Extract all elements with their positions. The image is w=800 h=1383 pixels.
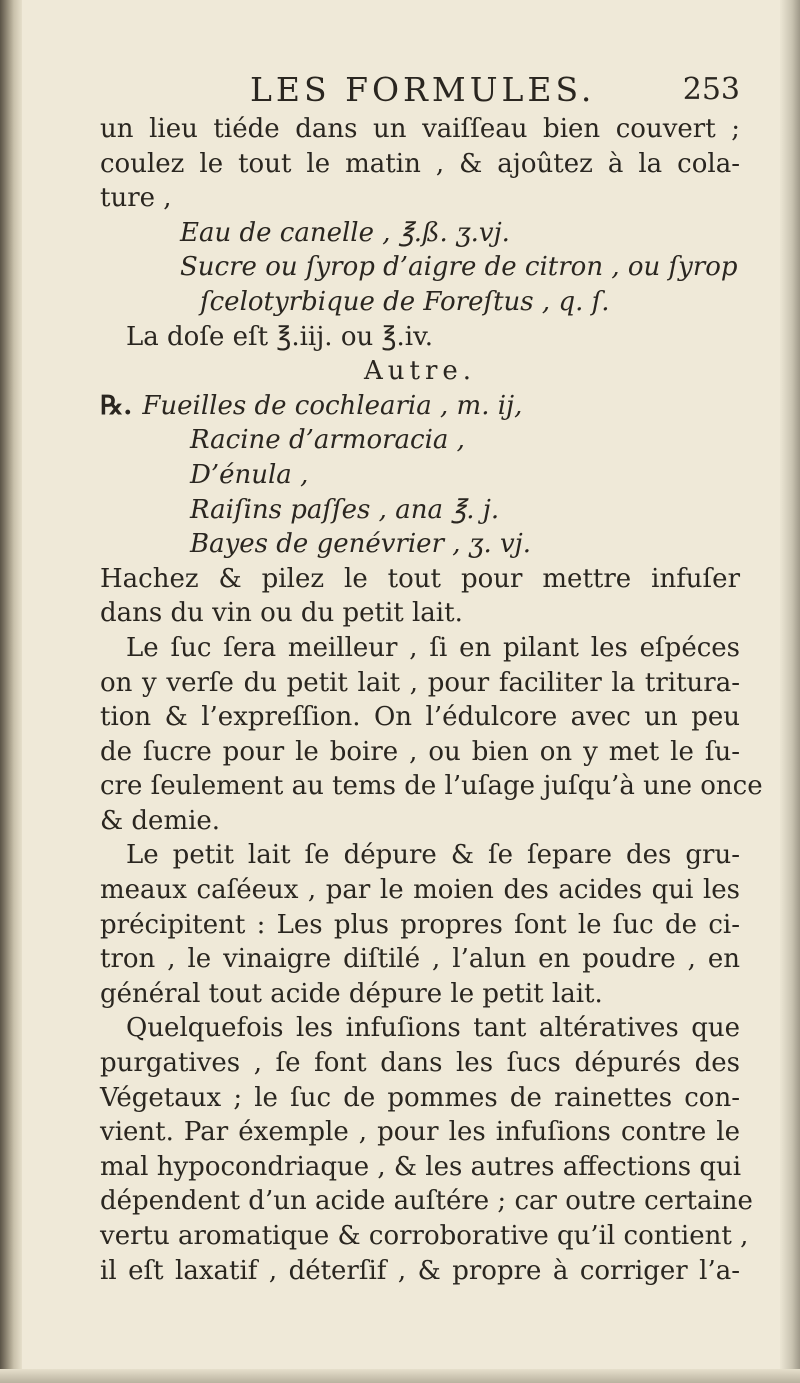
text-line: meaux caſéeux , par le moien des acides qui les [100, 875, 740, 906]
recipe-ingredient: ſcelotyrbique de Foreſtus , q. ſ. [200, 286, 610, 317]
text-line: général tout acide dépure le petit lait. [100, 978, 603, 1009]
text-line: dépendent d’un acide auſtére ; car outre certaine [100, 1186, 753, 1217]
text-line: mal hypocondriaque , & les autres affections qui [100, 1151, 742, 1182]
text-line: coulez le tout le matin , & ajoûtez à la cola- [100, 148, 740, 179]
text-line: Le ſuc ſera meilleur , ſi en pilant les eſpéces [126, 632, 740, 663]
text-line: de ſucre pour le boire , ou bien on y met le ſu- [100, 736, 740, 767]
dose-line: La doſe eſt ℥.iij. ou ℥.iv. [126, 321, 433, 352]
recipe-ingredient: D’énula , [190, 459, 309, 490]
recipe-ingredient: Sucre ou ſyrop d’aigre de citron , ou ſyrop [180, 252, 738, 283]
running-title: LES FORMULES. [250, 70, 596, 109]
page-binding-shadow [0, 0, 22, 1383]
text-line: Quelquefois les infuſions tant altératives que [126, 1013, 740, 1044]
text-line: tion & l’expreſſion. On l’édulcore avec un peu [100, 702, 740, 733]
text-line: purgatives , ſe font dans les ſucs dépurés des [100, 1048, 740, 1079]
page-edge-bottom [0, 1369, 800, 1383]
recipe-ingredient: Bayes de genévrier , ʒ. vj. [190, 529, 532, 560]
recipe-ingredient: Racine d’armoracia , [190, 425, 465, 456]
text-line: on y verſe du petit lait , pour faciliter la tritura- [100, 667, 740, 698]
text-line: un lieu tiéde dans un vaiſſeau bien couvert ; [100, 114, 740, 144]
text-line: Le petit lait ſe dépure & ſe ſepare des gru- [126, 840, 740, 871]
text-line: tron , le vinaigre diſtilé , l’alun en poudre , en [100, 944, 740, 975]
text-line: cre ſeulement au tems de l’uſage juſqu’à une once [100, 771, 763, 802]
text-line: dans du vin ou du petit lait. [100, 598, 463, 629]
recipe-ingredient [100, 389, 740, 424]
recipe-ingredient: Eau de canelle , ℥.ß. ʒ.vj. [180, 217, 510, 248]
page-number: 253 [682, 72, 740, 107]
section-heading: Autre. [363, 356, 477, 387]
text-line: & demie. [100, 805, 221, 836]
page-edge-right [780, 0, 800, 1383]
text-line: Hachez & pilez le tout pour mettre infuſer [100, 563, 740, 594]
text-line: vertu aromatique & corroborative qu’il contient , [100, 1221, 749, 1251]
recipe-ingredient: Raiſins paſſes , ana ℥. j. [190, 494, 500, 525]
text-line: Végetaux ; le ſuc de pommes de rainettes con- [100, 1082, 740, 1113]
text-line: il eſt laxatif , déterſif , & propre à corriger l’a- [100, 1255, 740, 1286]
recipe-symbol: ℞. [100, 390, 133, 421]
text-line: précipitent : Les plus propres ſont le ſuc de ci- [100, 909, 740, 940]
page-text-block [100, 62, 763, 1288]
running-header [100, 62, 740, 112]
recipe-ingredient-text: Fueilles de cochlearia , m. ij, [142, 390, 523, 421]
text-line: vient. Par éxemple , pour les infuſions contre le [100, 1117, 740, 1148]
text-line: ture , [100, 183, 172, 214]
